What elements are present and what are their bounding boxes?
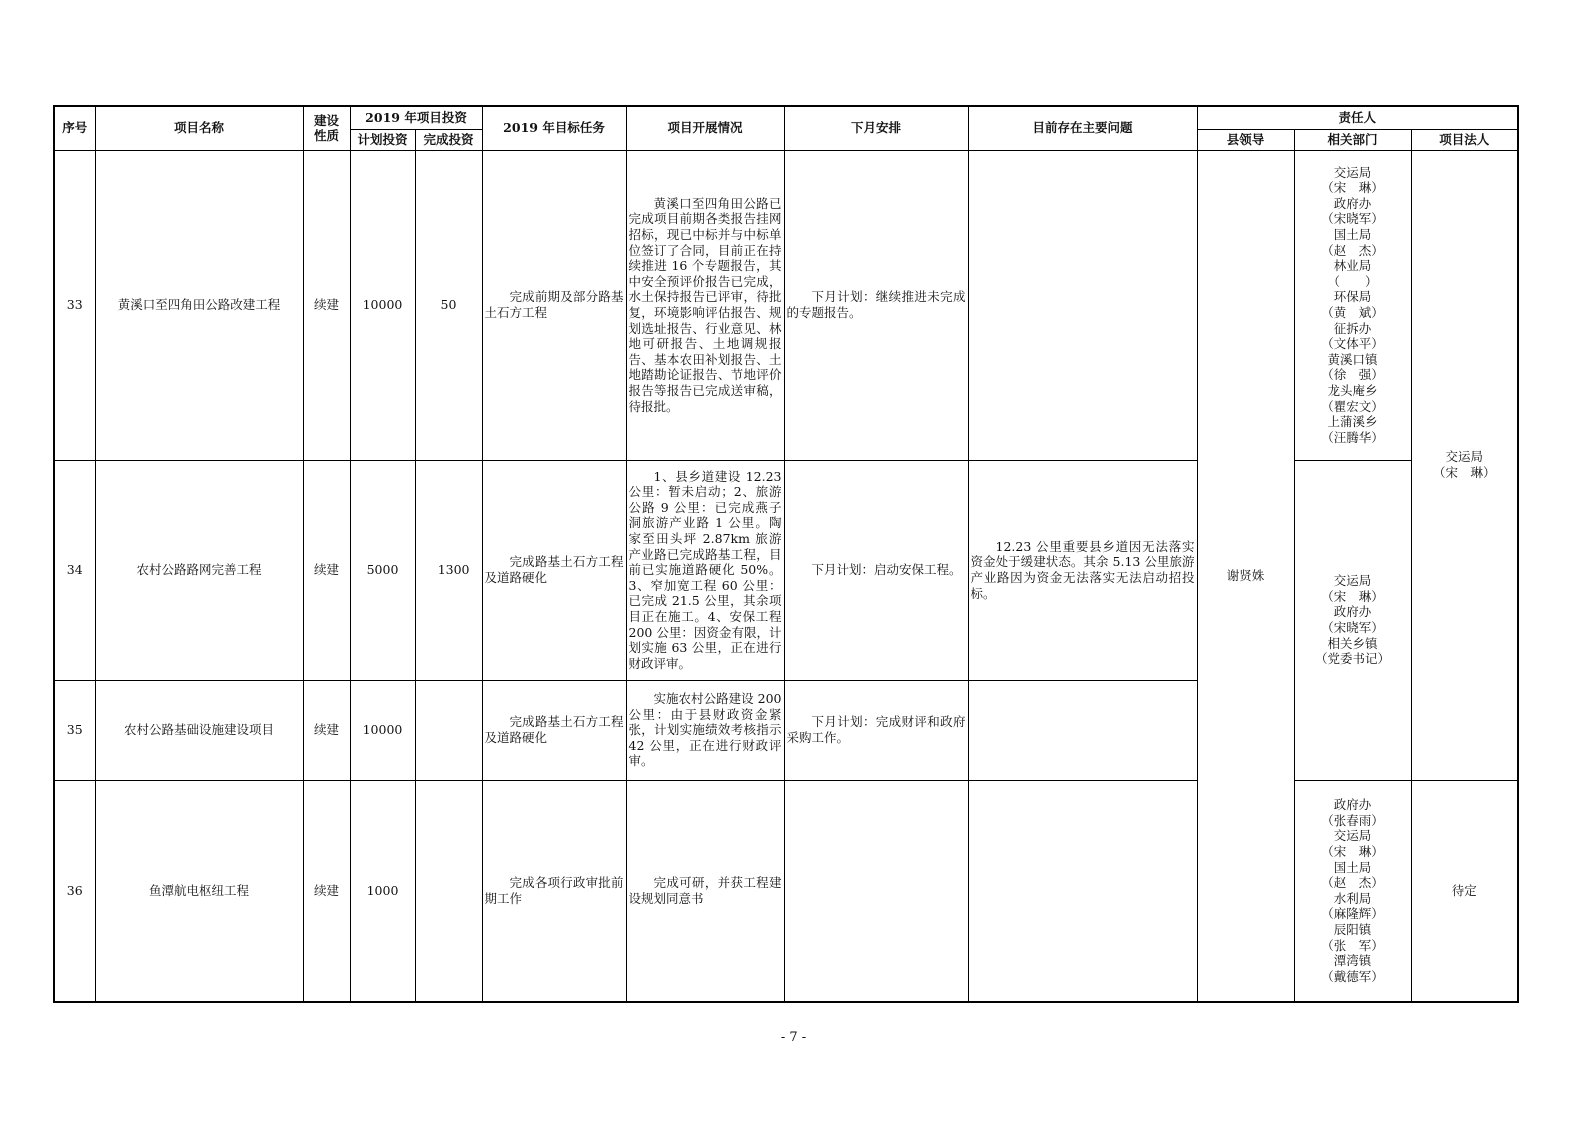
- header-problems: 目前存在主要问题: [968, 106, 1197, 150]
- row-problems: [968, 150, 1197, 460]
- row-nature: 续建: [303, 680, 350, 780]
- row-seq: 34: [54, 460, 95, 680]
- page-number: - 7 -: [780, 1030, 807, 1045]
- header-legal-person: 项目法人: [1411, 129, 1518, 150]
- county-leader-cell: 谢贤姝: [1197, 150, 1294, 1002]
- row-done-invest: 1300: [415, 460, 482, 680]
- row-done-invest: [415, 780, 482, 1002]
- row-nature: 续建: [303, 460, 350, 680]
- row-done-invest: 50: [415, 150, 482, 460]
- header-plan-invest: 计划投资: [350, 129, 415, 150]
- table-row: [54, 780, 1518, 1002]
- table-row: [54, 460, 1518, 680]
- row-plan-invest: 10000: [350, 150, 415, 460]
- header-target: 2019 年目标任务: [482, 106, 626, 150]
- header-investment-group: 2019 年项目投资: [350, 106, 482, 129]
- row-plan-invest: 1000: [350, 780, 415, 1002]
- table-row: [54, 150, 1518, 460]
- row-progress: 完成可研，并获工程建设规划同意书: [626, 780, 784, 1002]
- header-done-invest: 完成投资: [415, 129, 482, 150]
- row-plan-invest: 5000: [350, 460, 415, 680]
- row-problems: [968, 780, 1197, 1002]
- header-seq: 序号: [54, 106, 95, 150]
- row-progress: 1、县乡道建设 12.23 公里：暂未启动；2、旅游公路 9 公里：已完成燕子洞旅游产业路 1 公里。陶家至田头坪 2.87km 旅游产业路已完成路基工程，目前已实施道路硬化 50%。3、窄加宽工程 60 公里：已完成 21.5 公里，其余项目正在施工。4、安保工程 200 公里：因资金有限，计划实施 63 公里，正在进行财政评审。: [626, 460, 784, 680]
- row-done-invest: [415, 680, 482, 780]
- header-next-month: 下月安排: [784, 106, 968, 150]
- legal-person-cell: 待定: [1411, 780, 1518, 1002]
- row-problems: [968, 680, 1197, 780]
- row-project-name: 黄溪口至四角田公路改建工程: [95, 150, 303, 460]
- row-target: 完成路基土石方工程及道路硬化: [482, 680, 626, 780]
- row-progress: 实施农村公路建设 200 公里：由于县财政资金紧张，计划实施绩效考核指示 42 公里，正在进行财政评审。: [626, 680, 784, 780]
- row-departments: 交运局 （宋 琳） 政府办 （宋晓军） 国土局 （赵 杰） 林业局 （ ） 环保局 （黄 斌） 征拆办 （文体平） 黄溪口镇 （徐 强） 龙头庵乡 （瞿宏文） 上蒲溪乡 （汪腾华）: [1294, 150, 1411, 460]
- row-next-month: 下月计划：启动安保工程。: [784, 460, 968, 680]
- project-progress-table: [53, 105, 1519, 1003]
- header-responsible-group: 责任人: [1197, 106, 1518, 129]
- row-plan-invest: 10000: [350, 680, 415, 780]
- row-project-name: 农村公路路网完善工程: [95, 460, 303, 680]
- row-departments: 交运局 （宋 琳） 政府办 （宋晓军） 相关乡镇 （党委书记）: [1294, 460, 1411, 780]
- row-project-name: 农村公路基础设施建设项目: [95, 680, 303, 780]
- row-next-month: [784, 780, 968, 1002]
- header-project-name: 项目名称: [95, 106, 303, 150]
- header-progress: 项目开展情况: [626, 106, 784, 150]
- legal-person-cell: 交运局 （宋 琳）: [1411, 150, 1518, 780]
- row-target: 完成前期及部分路基土石方工程: [482, 150, 626, 460]
- header-county-leader: 县领导: [1197, 129, 1294, 150]
- row-seq: 35: [54, 680, 95, 780]
- row-nature: 续建: [303, 780, 350, 1002]
- row-departments: 政府办 （张春雨） 交运局 （宋 琳） 国土局 （赵 杰） 水利局 （麻隆辉） 辰阳镇 （张 军） 潭湾镇 （戴德军）: [1294, 780, 1411, 1002]
- header-nature: 建设 性质: [303, 106, 350, 150]
- row-target: 完成各项行政审批前期工作: [482, 780, 626, 1002]
- row-seq: 36: [54, 780, 95, 1002]
- row-nature: 续建: [303, 150, 350, 460]
- row-seq: 33: [54, 150, 95, 460]
- row-next-month: 下月计划：继续推进未完成的专题报告。: [784, 150, 968, 460]
- row-progress: 黄溪口至四角田公路已完成项目前期各类报告挂网招标，现已中标并与中标单位签订了合同，目前正在持续推进 16 个专题报告，其中安全预评价报告已完成，水土保持报告已评审，待批复，环境影响评估报告、规划选址报告、行业意见、林地可研报告、土地调规报告、基本农田补划报告、土地踏勘论证报告、节地评价报告等报告已完成送审稿，待报批。: [626, 150, 784, 460]
- header-departments: 相关部门: [1294, 129, 1411, 150]
- row-target: 完成路基土石方工程及道路硬化: [482, 460, 626, 680]
- row-project-name: 鱼潭航电枢纽工程: [95, 780, 303, 1002]
- row-next-month: 下月计划：完成财评和政府采购工作。: [784, 680, 968, 780]
- row-problems: 12.23 公里重要县乡道因无法落实资金处于缓建状态。其余 5.13 公里旅游产业路因为资金无法落实无法启动招投标。: [968, 460, 1197, 680]
